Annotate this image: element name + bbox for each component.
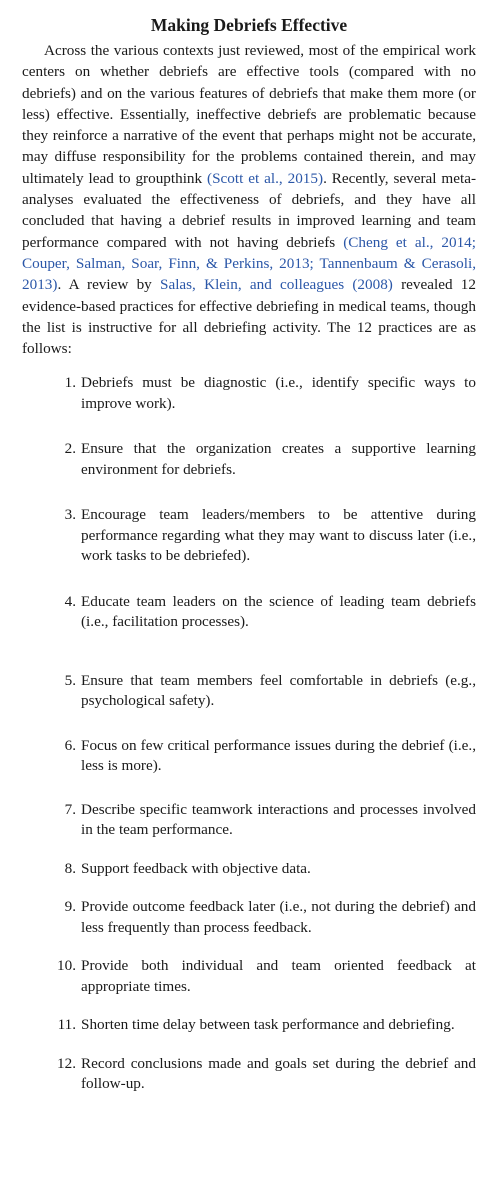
list-item-text: Ensure that team members feel comfortable in debriefs (e.g., psychological safety). [81,671,476,710]
paragraph-text: Across the various contexts just reviewed, most of the empirical work centers on whether debriefs are effective tools (compared with no debriefs) and on the various features of debriefs that make them more (or less) effective. Essentially, ineffective debriefs are problematic because they reinforce a narrative of the event that perhaps might not be accurate, may diffuse responsibility for the problems contained therein, and may ultimately lead to groupthink [22,42,476,187]
list-item-text: Encourage team leaders/members to be attentive during performance regarding what they may want to discuss later (i.e., work tasks to be debriefed). [81,506,476,565]
body-paragraph [22,40,476,359]
list-item-text: Educate team leaders on the science of leading team debriefs (i.e., facilitation processes). [81,592,476,631]
practices-list [22,373,476,1095]
list-item [22,736,476,777]
paragraph-text: . A review by [57,276,160,294]
citation-link[interactable]: (Scott et al., 2015) [207,169,324,187]
list-item-text: Support feedback with objective data. [81,859,311,877]
list-item [22,671,476,712]
list-item-text: Shorten time delay between task performance and debriefing. [81,1016,455,1034]
paragraph-text: revealed 12 evidence-based practices for effective debriefing in medical teams, though the list is instructive for all debriefing activity. The 12 practices are as follows: [22,276,476,358]
list-item-text: Provide both individual and team oriented feedback at appropriate times. [81,957,476,995]
paragraph-text: . Recently, several meta-analyses evaluated the effectiveness of debriefs, and they have all concluded that having a debrief results in improved learning and team performance compared with not having debriefs [22,169,477,251]
list-item-number: 9. [64,898,76,916]
list-item-number: 11. [57,1016,76,1034]
list-item-number: 7. [64,800,76,818]
list-item-text: Describe specific teamwork interactions and processes involved in the team performance. [81,800,476,839]
list-item [22,1015,476,1036]
list-item [22,956,476,997]
list-item-number: 12. [57,1054,76,1072]
list-item-text: Debriefs must be diagnostic (i.e., identify specific ways to improve work). [81,374,476,412]
list-item-number: 10. [57,957,76,975]
list-item [22,1054,476,1095]
list-item-number: 4. [64,592,76,610]
citation-link[interactable]: (Cheng et al., 2014; Couper, Salman, Soar, Finn, & Perkins, 2013; Tannenbaum & Cerasoli, 2013) [22,233,476,294]
list-item-number: 6. [64,736,76,754]
list-item-text: Provide outcome feedback later (i.e., not during the debrief) and less frequently than process feedback. [81,898,476,936]
list-item [22,859,476,880]
list-item [22,800,476,841]
list-item [22,439,476,480]
citation-link[interactable]: Salas, Klein, and colleagues (2008) [160,276,393,294]
list-item-text: Focus on few critical performance issues during the debrief (i.e., less is more). [81,736,476,775]
list-item-text: Ensure that the organization creates a supportive learning environment for debriefs. [81,440,476,478]
list-item-text: Record conclusions made and goals set during the debrief and follow-up. [81,1054,476,1093]
list-item-number: 5. [64,671,76,689]
list-item [22,505,476,567]
list-item [22,897,476,938]
section-title: Making Debriefs Effective [150,15,348,35]
list-item-number: 1. [64,374,76,392]
list-item [22,592,476,633]
list-item-number: 2. [64,440,76,458]
list-item [22,373,476,414]
list-item-number: 8. [64,859,76,877]
list-item-number: 3. [64,506,76,524]
